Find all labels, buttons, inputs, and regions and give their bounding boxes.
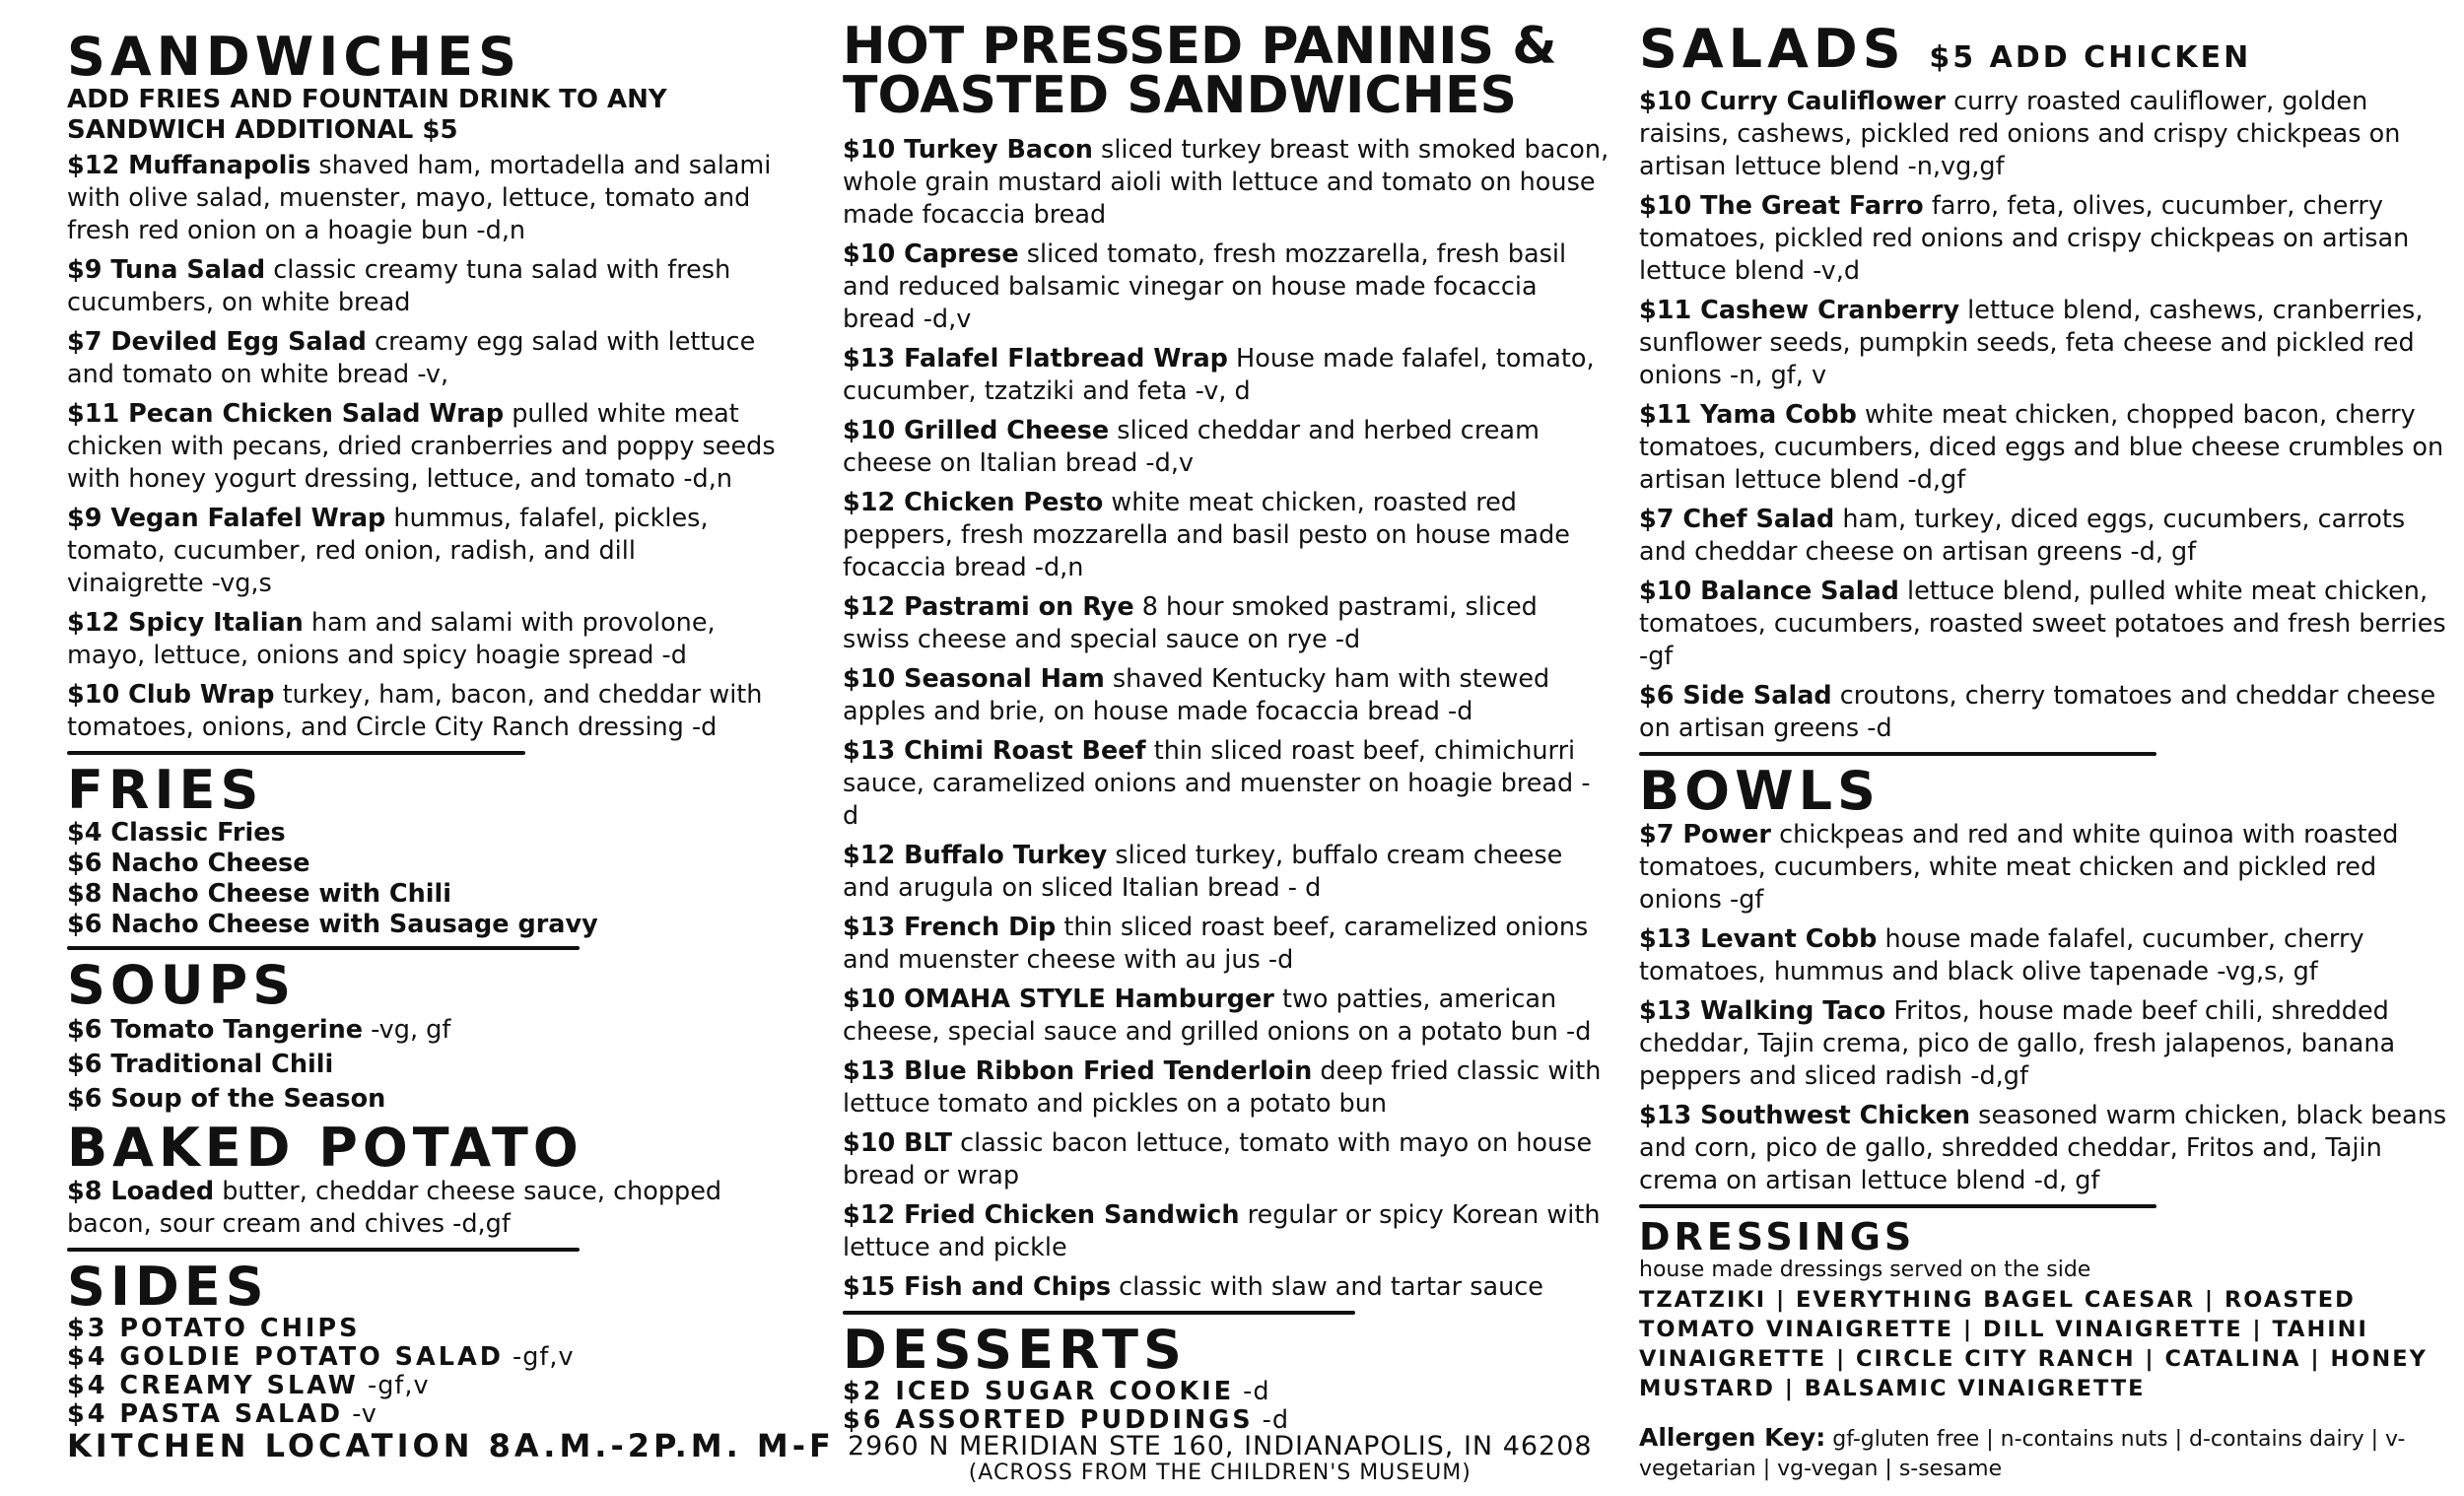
desserts-section <box>843 1319 1611 1435</box>
menu-column-left <box>67 26 777 1429</box>
menu-item <box>843 591 1611 656</box>
menu-item-description: white meat chicken, chopped bacon, cherry tomatoes, cucumbers, diced eggs and blue cheese crumbles on artisan lettuce blend -d,gf <box>1639 400 2444 495</box>
menu-item-name: $10 Club Wrap <box>67 680 275 710</box>
section-divider <box>67 751 525 755</box>
desserts-title: DESSERTS <box>843 1319 1187 1381</box>
menu-item-name: $2 ICED SUGAR COOKIE <box>843 1377 1235 1406</box>
menu-item <box>1639 190 2457 288</box>
menu-item <box>67 1176 777 1241</box>
menu-item <box>67 1048 777 1082</box>
menu-item-name: $9 Tuna Salad <box>67 255 266 285</box>
menu-item-description: classic with slaw and tartar sauce <box>1111 1272 1543 1302</box>
menu-item <box>67 1013 777 1048</box>
paninis-title-line1: HOT PRESSED PANINIS & <box>843 17 1557 76</box>
soups-title: SOUPS <box>67 954 297 1016</box>
dressings-title: DRESSINGS <box>1639 1215 1916 1258</box>
dressings-section <box>1639 1216 2457 1484</box>
baked-potato-section <box>67 1117 777 1252</box>
menu-item-name: $15 Fish and Chips <box>843 1272 1112 1302</box>
sandwiches-list <box>67 150 777 744</box>
menu-item-name: $12 Spicy Italian <box>67 608 304 638</box>
menu-item-description: pulled white meat chicken with pecans, dried cranberries and poppy seeds with honey yogurt dressing, lettuce, and tomato -d,n <box>67 399 776 494</box>
section-divider <box>1639 1204 2156 1208</box>
menu-item: $6 Nacho Cheese with Sausage gravy <box>67 910 598 939</box>
menu-footer <box>67 1427 1605 1485</box>
menu-item-name: $10 Turkey Bacon <box>843 135 1093 165</box>
salads-title <box>1639 18 2457 86</box>
menu-item-description: sliced tomato, fresh mozzarella, fresh basil and reduced balsamic vinegar on house made focaccia bread -d,v <box>843 239 1567 334</box>
menu-item-name: $12 Chicken Pesto <box>843 488 1104 517</box>
menu-column-middle <box>843 17 1611 1435</box>
salads-section <box>1639 18 2457 756</box>
sandwiches-title: SANDWICHES <box>67 26 521 88</box>
address-note: (ACROSS FROM THE CHILDREN'S MUSEUM) <box>968 1461 1472 1485</box>
allergen-key <box>1639 1423 2457 1484</box>
menu-item-description: chickpeas and red and white quinoa with roasted tomatoes, cucumbers, white meat chicken and pickled red onions -gf <box>1639 820 2399 915</box>
menu-item-name: $10 Seasonal Ham <box>843 664 1105 694</box>
menu-item-description: croutons, cherry tomatoes and cheddar cheese on artisan greens -d <box>1639 681 2436 743</box>
menu-item <box>1639 995 2457 1093</box>
menu-item-name: $13 Chimi Roast Beef <box>843 736 1146 766</box>
menu-item-name: $10 Grilled Cheese <box>843 416 1110 445</box>
menu-item <box>843 487 1611 584</box>
menu-item <box>843 1055 1611 1121</box>
fries-section <box>67 759 777 950</box>
menu-item-description: ham and salami with provolone, mayo, lettuce, onions and spicy hoagie spread -d <box>67 608 716 670</box>
menu-item-description: Fritos, house made beef chili, shredded cheddar, Tajin crema, pico de gallo, fresh jalapenos, banana peppers and sliced radish -d,gf <box>1639 996 2396 1091</box>
menu-item-description: -gf,v <box>503 1342 575 1372</box>
menu-item-name: $9 Vegan Falafel Wrap <box>67 504 386 533</box>
menu-item-description: classic bacon lettuce, tomato with mayo on house bread or wrap <box>843 1128 1593 1190</box>
menu-item-name: $8 Loaded <box>67 1177 215 1206</box>
menu-item-description: deep fried classic with lettuce tomato and pickles on a potato bun <box>843 1056 1602 1119</box>
menu-item <box>843 1271 1611 1304</box>
menu-item <box>843 1127 1611 1192</box>
menu-item-description: shaved Kentucky ham with stewed apples and brie, on house made focaccia bread -d <box>843 664 1550 726</box>
menu-item <box>67 398 777 496</box>
menu-item-description: -d <box>1253 1405 1290 1435</box>
salads-subtitle: $5 ADD CHICKEN <box>1929 40 2252 75</box>
sides-title: SIDES <box>67 1256 269 1318</box>
section-divider <box>67 1248 580 1252</box>
paninis-section <box>843 17 1611 1315</box>
menu-item-description: classic creamy tuna salad with fresh cucumbers, on white bread <box>67 255 731 317</box>
menu-item-name: $7 Chef Salad <box>1639 505 1835 534</box>
menu-item-name: $6 Traditional Chili <box>67 1050 334 1079</box>
menu-item-description: thin sliced roast beef, caramelized onions and muenster cheese with au jus -d <box>843 913 1589 975</box>
menu-item-description: -v <box>343 1399 377 1429</box>
menu-item-name: $6 Side Salad <box>1639 681 1832 711</box>
menu-item-name: $4 PASTA SALAD <box>67 1399 344 1429</box>
dressings-note: house made dressings served on the side <box>1639 1258 2091 1282</box>
menu-item-name: $6 ASSORTED PUDDINGS <box>843 1405 1254 1435</box>
menu-item <box>843 912 1611 977</box>
menu-column-right <box>1639 18 2457 1484</box>
menu-item <box>67 1315 777 1343</box>
menu-item-description: creamy egg salad with lettuce and tomato on white bread -v, <box>67 327 756 389</box>
menu-item-description: seasoned warm chicken, black beans and corn, pico de gallo, shredded cheddar, Fritos and, Tajin crema on artisan lettuce blend -d, gf <box>1639 1101 2447 1195</box>
menu-item <box>67 1400 777 1429</box>
menu-item-name: $10 The Great Farro <box>1639 191 1924 221</box>
menu-item-description: butter, cheddar cheese sauce, chopped bacon, sour cream and chives -d,gf <box>67 1177 722 1239</box>
menu-item-name: $12 Fried Chicken Sandwich <box>843 1200 1240 1230</box>
menu-item-description: lettuce blend, pulled white meat chicken, tomatoes, cucumbers, roasted sweet potatoes and fresh berries -gf <box>1639 577 2446 671</box>
menu-item-name: $10 BLT <box>843 1128 952 1158</box>
menu-item-description: curry roasted cauliflower, golden raisins, cashews, pickled red onions and crispy chickpeas on artisan lettuce blend -n,vg,gf <box>1639 87 2401 181</box>
section-divider <box>67 946 580 950</box>
menu-item-name: $10 Caprese <box>843 239 1019 269</box>
paninis-title-line2: TOASTED SANDWICHES <box>843 66 1517 125</box>
menu-item-name: $13 Blue Ribbon Fried Tenderloin <box>843 1056 1313 1086</box>
salads-title-text: SALADS <box>1639 18 1906 80</box>
menu-item-description: white meat chicken, roasted red peppers, fresh mozzarella and basil pesto on house made focaccia bread -d,n <box>843 488 1570 582</box>
bowls-list <box>1639 819 2457 1197</box>
menu-item <box>1639 680 2457 745</box>
menu-item <box>1639 923 2457 988</box>
menu-item <box>1639 295 2457 392</box>
menu-item-name: $4 GOLDIE POTATO SALAD <box>67 1342 504 1372</box>
menu-item-name: $13 Levant Cobb <box>1639 924 1878 954</box>
allergen-key-text: gf-gluten free | n-contains nuts | d-contains dairy | v-vegetarian | vg-vegan | s-sesame <box>1639 1427 2406 1481</box>
menu-item-name: $11 Yama Cobb <box>1639 400 1857 430</box>
sides-section <box>67 1256 777 1429</box>
section-divider <box>843 1311 1355 1315</box>
menu-item-name: $13 Falafel Flatbread Wrap <box>843 344 1228 374</box>
menu-item-name: $6 Soup of the Season <box>67 1084 386 1114</box>
menu-item-description: turkey, ham, bacon, and cheddar with tomatoes, onions, and Circle City Ranch dressing -d <box>67 680 763 742</box>
section-divider <box>1639 752 2156 756</box>
menu-item-description: sliced turkey, buffalo cream cheese and arugula on sliced Italian bread - d <box>843 841 1563 903</box>
menu-item-name: $10 Balance Salad <box>1639 577 1899 606</box>
baked-potato-list <box>67 1176 777 1241</box>
menu-item-name: $12 Muffanapolis <box>67 151 311 180</box>
menu-item-description: ham, turkey, diced eggs, cucumbers, carrots and cheddar cheese on artisan greens -d, gf <box>1639 505 2406 567</box>
menu-item: $4 Classic Fries <box>67 818 286 848</box>
menu-item-description: House made falafel, tomato, cucumber, tzatziki and feta -v, d <box>843 344 1595 406</box>
baked-potato-title: BAKED POTATO <box>67 1117 583 1179</box>
menu-item <box>1639 819 2457 917</box>
menu-item <box>843 415 1611 480</box>
menu-item <box>1639 576 2457 673</box>
menu-item <box>1639 399 2457 497</box>
paninis-list <box>843 134 1611 1304</box>
sandwiches-section <box>67 26 777 755</box>
fries-list <box>67 818 777 940</box>
menu-item <box>67 254 777 319</box>
menu-item <box>843 984 1611 1049</box>
menu-item-description: sliced cheddar and herbed cream cheese on Italian bread -d,v <box>843 416 1540 478</box>
menu-item-description: -vg, gf <box>363 1015 451 1045</box>
menu-item-name: $6 Tomato Tangerine <box>67 1015 364 1045</box>
menu-item-description: 8 hour smoked pastrami, sliced swiss cheese and special sauce on rye -d <box>843 592 1538 654</box>
menu-item: $8 Nacho Cheese with Chili <box>67 879 451 909</box>
menu-item <box>67 326 777 391</box>
menu-item <box>67 1343 777 1372</box>
menu-item <box>1639 1100 2457 1197</box>
menu-item-name: $7 Power <box>1639 820 1771 850</box>
menu-item <box>67 1372 777 1400</box>
menu-item <box>67 503 777 600</box>
paninis-title <box>843 17 1611 125</box>
menu-item <box>67 679 777 744</box>
menu-item-name: $7 Deviled Egg Salad <box>67 327 367 357</box>
menu-item-description: two patties, american cheese, special sauce and grilled onions on a potato bun -d <box>843 985 1592 1047</box>
menu-item-description: sliced turkey breast with smoked bacon, whole grain mustard aioli with lettuce and tomato on house made focaccia bread <box>843 135 1609 230</box>
soups-list <box>67 1013 777 1117</box>
menu-item-name: $11 Pecan Chicken Salad Wrap <box>67 399 505 429</box>
menu-item-name: $10 Curry Cauliflower <box>1639 87 1947 116</box>
menu-item-description: house made falafel, cucumber, cherry tomatoes, hummus and black olive tapenade -vg,s, gf <box>1639 924 2364 986</box>
bowls-section <box>1639 760 2457 1208</box>
menu-item <box>843 1378 1611 1406</box>
menu-item <box>843 238 1611 336</box>
kitchen-hours: KITCHEN LOCATION 8A.M.-2P.M. M-F <box>67 1427 835 1464</box>
menu-item-description: lettuce blend, cashews, cranberries, sunflower seeds, pumpkin seeds, feta cheese and pickled red onions -n, gf, v <box>1639 296 2424 390</box>
soups-section <box>67 954 777 1117</box>
menu-item-description: -gf,v <box>358 1371 430 1400</box>
menu-item-name: $13 Southwest Chicken <box>1639 1101 1971 1130</box>
menu-item <box>843 134 1611 232</box>
menu-item-name: $3 POTATO CHIPS <box>67 1314 361 1343</box>
menu-item-name: $12 Pastrami on Rye <box>843 592 1134 622</box>
menu-item <box>843 840 1611 905</box>
menu-item-name: $13 French Dip <box>843 913 1057 942</box>
menu-item <box>1639 504 2457 569</box>
bowls-title: BOWLS <box>1639 760 1881 822</box>
dressings-list: TZATZIKI | EVERYTHING BAGEL CAESAR | ROASTED TOMATO VINAIGRETTE | DILL VINAIGRETTE | TAHINI VINAIGRETTE | CIRCLE CITY RANCH | CATALINA | HONEY MUSTARD | BALSAMIC VINAIGRETTE <box>1639 1287 2428 1401</box>
menu-item-name: $12 Buffalo Turkey <box>843 841 1108 870</box>
menu-item <box>843 343 1611 408</box>
menu-item-description: -d <box>1234 1377 1270 1406</box>
sandwiches-note: ADD FRIES AND FOUNTAIN DRINK TO ANY SANDWICH ADDITIONAL $5 <box>67 85 667 145</box>
menu-item-name: $13 Walking Taco <box>1639 996 1886 1026</box>
menu-item <box>1639 86 2457 183</box>
salads-list <box>1639 86 2457 745</box>
allergen-key-label: Allergen Key: <box>1639 1423 1826 1452</box>
menu-item <box>843 735 1611 833</box>
menu-item-description: shaved ham, mortadella and salami with olive salad, muenster, mayo, lettuce, tomato and fresh red onion on a hoagie bun -d,n <box>67 151 772 245</box>
menu-item <box>67 607 777 672</box>
menu-item-name: $11 Cashew Cranberry <box>1639 296 1960 325</box>
sides-list <box>67 1315 777 1429</box>
menu-item-name: $10 OMAHA STYLE Hamburger <box>843 985 1274 1014</box>
menu-item-description: thin sliced roast beef, chimichurri sauce, caramelized onions and muenster on hoagie bread - d <box>843 736 1591 831</box>
kitchen-address <box>848 1431 1593 1485</box>
menu-item-description: regular or spicy Korean with lettuce and pickle <box>843 1200 1601 1262</box>
menu-item <box>67 150 777 247</box>
fries-title: FRIES <box>67 759 264 821</box>
menu-item <box>843 1199 1611 1264</box>
menu-item <box>67 1082 777 1117</box>
menu-item-name: $4 CREAMY SLAW <box>67 1371 359 1400</box>
menu-item-description: hummus, falafel, pickles, tomato, cucumber, red onion, radish, and dill vinaigrette -vg,s <box>67 504 709 598</box>
menu-item: $6 Nacho Cheese <box>67 849 310 878</box>
menu-item-description: farro, feta, olives, cucumber, cherry tomatoes, pickled red onions and crispy chickpeas on artisan lettuce blend -v,d <box>1639 191 2410 286</box>
menu-item <box>843 663 1611 728</box>
address-line: 2960 N MERIDIAN STE 160, INDIANAPOLIS, IN 46208 <box>847 1431 1593 1462</box>
